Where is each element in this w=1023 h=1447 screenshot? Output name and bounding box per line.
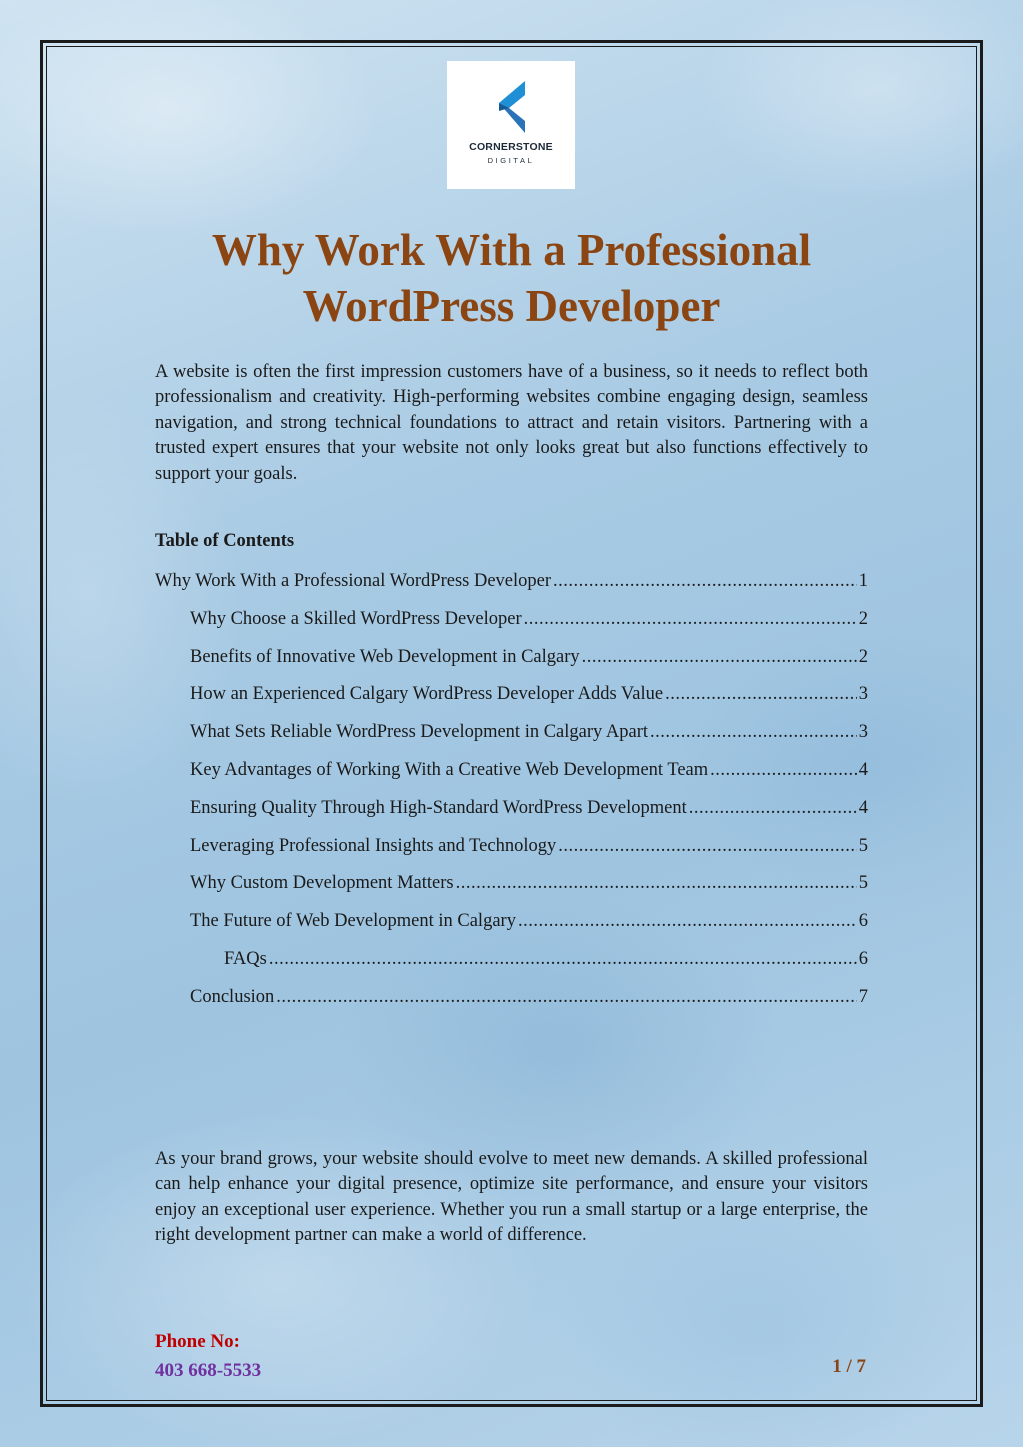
toc-entry-title: Why Custom Development Matters [190, 873, 454, 894]
toc-entry-page: 4 [858, 797, 868, 818]
company-logo [447, 61, 575, 189]
toc-entry-page: 1 [858, 571, 868, 591]
toc-entry[interactable] [190, 720, 868, 744]
toc-entry-page: 4 [858, 760, 868, 780]
toc-entry[interactable] [155, 569, 868, 593]
toc-entry-page: 6 [858, 911, 868, 932]
toc-entry[interactable] [190, 682, 868, 706]
toc-entry-title: What Sets Reliable WordPress Development in Calgary Apart [190, 722, 649, 743]
intro-paragraph: A website is often the first impression customers have of a business, so it needs to reflect both professionalism and creativity. High-performing websites combine engaging design, seamless navigation, and strong technical foundations to attract and retain visitors. Partnering with a trusted expert ensures that your website not only looks great but also functions effectively to support your goals. [155, 362, 868, 484]
toc-entry-title: The Future of Web Development in Calgary [190, 911, 516, 932]
toc-dot-leader [689, 796, 857, 820]
toc-dot-leader [665, 682, 857, 706]
toc-entry-title: Benefits of Innovative Web Development in Calgary [190, 646, 580, 667]
toc-entry-page: 3 [858, 722, 868, 743]
closing-paragraph: As your brand grows, your website should evolve to meet new demands. A skilled professional can help enhance your digital presence, optimize site performance, and ensure your visitors enjoy an exceptional user experience. Whether you run a small startup or a large enterprise, the right development partner can make a world of difference. [155, 1149, 868, 1246]
toc-entry-page: 2 [858, 646, 868, 667]
toc-entry[interactable] [190, 758, 868, 782]
phone-number[interactable]: 403 668-5533 [155, 1360, 262, 1381]
toc-entry-page: 3 [858, 684, 868, 705]
toc-entry[interactable] [190, 796, 868, 820]
toc-entry-title: Key Advantages of Working With a Creative Web Development Team [190, 760, 709, 780]
toc-entry[interactable] [224, 947, 868, 971]
toc-entry[interactable] [190, 834, 868, 858]
toc-entry-title: How an Experienced Calgary WordPress Developer Adds Value [190, 684, 664, 705]
toc-entry-title: FAQs [224, 949, 267, 969]
toc-dot-leader [269, 947, 857, 971]
toc-entry-title: Why Choose a Skilled WordPress Developer [190, 608, 522, 629]
toc-entry-page: 2 [858, 608, 868, 629]
toc-entry[interactable] [190, 645, 868, 669]
toc-dot-leader [558, 834, 857, 858]
page-number: 1 / 7 [832, 1356, 866, 1377]
toc-dot-leader [553, 569, 857, 593]
toc-dot-leader [456, 871, 857, 895]
phone-label: Phone No: [155, 1331, 240, 1352]
toc-entry-page: 5 [858, 873, 868, 894]
toc-entry-page: 7 [858, 986, 868, 1007]
toc-entry-title: Ensuring Quality Through High-Standard WordPress Development [190, 797, 687, 818]
toc-dot-leader [650, 720, 857, 744]
toc-entry-page: 5 [858, 835, 868, 856]
logo-subtitle: DIGITAL [487, 156, 535, 165]
toc-dot-leader [710, 758, 857, 782]
toc-dot-leader [276, 985, 856, 1009]
logo-name: CORNERSTONE [469, 141, 553, 153]
logo-mark-icon [495, 81, 527, 133]
toc-dot-leader [582, 645, 857, 669]
toc-entry[interactable] [190, 985, 868, 1009]
toc-entry[interactable] [190, 909, 868, 933]
toc-entry[interactable] [190, 871, 868, 895]
toc-entry-title: Conclusion [190, 986, 275, 1007]
page-title: Why Work With a Professional WordPress Developer [211, 225, 812, 331]
toc-entry-title: Why Work With a Professional WordPress Developer [155, 571, 552, 591]
toc-dot-leader [524, 607, 857, 631]
toc-entry-title: Leveraging Professional Insights and Technology [190, 835, 557, 856]
toc-heading: Table of Contents [155, 531, 295, 551]
toc-dot-leader [518, 909, 857, 933]
toc-entry-page: 6 [858, 949, 868, 969]
toc-entry[interactable] [190, 607, 868, 631]
